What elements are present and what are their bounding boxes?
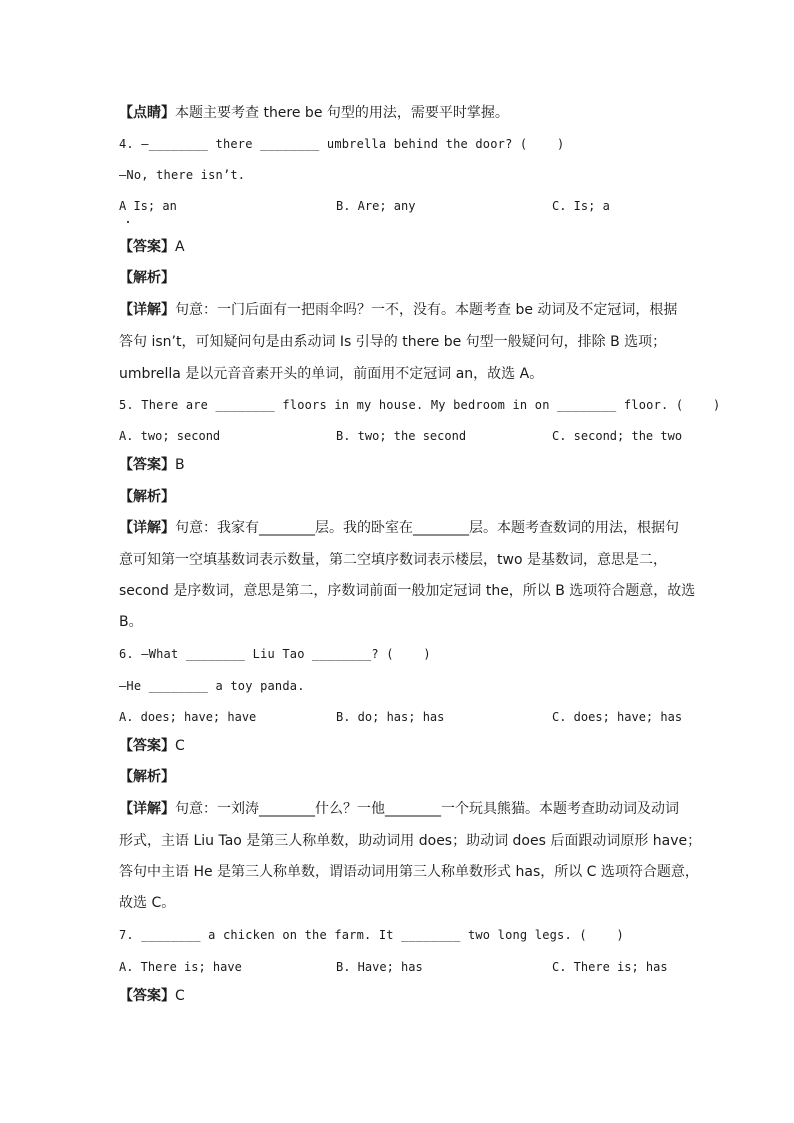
q7-option-a: A. There is; have (119, 960, 242, 974)
q4-detail-line-1 (119, 301, 677, 319)
q7-answer-value: C (175, 988, 185, 1004)
q5-detail-line-1 (119, 519, 679, 537)
q6-detail-line-4: 故选 C。 (119, 895, 176, 911)
q5-stem: 5. There are ________ floors in my house. My bedroom in on ________ floor. ( ) (119, 398, 721, 412)
q7-option-b: B. Have; has (336, 960, 423, 974)
q4-answer-tag: 【答案】 (119, 239, 175, 255)
q4-analysis-tag: 【解析】 (119, 270, 175, 286)
q7-option-c: C. There is; has (552, 960, 668, 974)
q5-answer-line (119, 456, 185, 474)
q4-detail-line-2: 答句 isn’t，可知疑问句是由系动词 Is 引导的 there be 句型一般疑问句，排除 B 选项； (119, 334, 667, 350)
dianjing-line (119, 104, 509, 122)
q6-option-c: C. does; have; has (552, 710, 683, 724)
q4-reply: —No, there isn’t. (119, 168, 246, 182)
dianjing-tag: 【点睛】 (119, 105, 175, 121)
q5-detail-tag: 【详解】 (119, 520, 175, 536)
q5-analysis-tag: 【解析】 (119, 489, 175, 505)
q6-option-b: B. do; has; has (336, 710, 445, 724)
q5-detail-line-3: second 是序数词，意思是第二，序数词前面一般加定冠词 the，所以 B 选项符合题意，故选 (119, 583, 696, 599)
q4-answer-value: A (175, 239, 185, 255)
q4-option-a: A Is; an (119, 199, 177, 213)
q5-detail-text-1: 句意：我家有________层。我的卧室在________层。本题考查数词的用法，根据句 (175, 520, 679, 536)
q4-option-b: B. Are; any (336, 199, 416, 213)
q5-detail-line-4: B。 (119, 614, 143, 630)
q6-stem: 6. —What ________ Liu Tao ________? ( ) (119, 647, 431, 661)
q5-answer-value: B (175, 457, 185, 473)
stray-dot (127, 221, 129, 223)
q6-reply: —He ________ a toy panda. (119, 679, 305, 693)
q6-answer-line (119, 737, 185, 755)
q4-option-c: C. Is; a (552, 199, 610, 213)
q6-detail-line-2: 形式，主语 Liu Tao 是第三人称单数，助动词用 does；助动词 does 后面跟动词原形 have； (119, 833, 702, 849)
q4-detail-line-3: umbrella 是以元音音素开头的单词，前面用不定冠词 an，故选 A。 (119, 366, 544, 382)
q6-detail-line-3: 答句中主语 He 是第三人称单数，谓语动词用第三人称单数形式 has，所以 C 选项符合题意， (119, 864, 699, 880)
q4-answer-line (119, 238, 185, 256)
q6-detail-tag: 【详解】 (119, 801, 175, 817)
q4-detail-tag: 【详解】 (119, 302, 175, 318)
q6-detail-line-1 (119, 800, 679, 818)
q5-option-c: C. second; the two (552, 429, 683, 443)
q4-detail-text-1: 句意：一门后面有一把雨伞吗？一不，没有。本题考查 be 动词及不定冠词，根据 (175, 302, 678, 318)
q6-answer-value: C (175, 738, 185, 754)
q5-option-a: A. two; second (119, 429, 221, 443)
q6-option-a: A. does; have; have (119, 710, 257, 724)
q7-answer-line (119, 987, 185, 1005)
q6-detail-text-1: 句意：一刘涛________什么？一他________一个玩具熊猫。本题考查助动词及动词 (175, 801, 679, 817)
q7-answer-tag: 【答案】 (119, 988, 175, 1004)
q5-detail-line-2: 意可知第一空填基数词表示数量，第二空填序数词表示楼层，two 是基数词，意思是二， (119, 552, 667, 568)
dianjing-text: 本题主要考查 there be 句型的用法，需要平时掌握。 (175, 105, 509, 121)
q6-analysis-tag: 【解析】 (119, 769, 175, 785)
q5-answer-tag: 【答案】 (119, 457, 175, 473)
q6-answer-tag: 【答案】 (119, 738, 175, 754)
q7-stem: 7. ________ a chicken on the farm. It ________ two long legs. ( ) (119, 928, 624, 942)
q5-option-b: B. two; the second (336, 429, 467, 443)
q4-stem: 4. —________ there ________ umbrella behind the door? ( ) (119, 137, 565, 151)
